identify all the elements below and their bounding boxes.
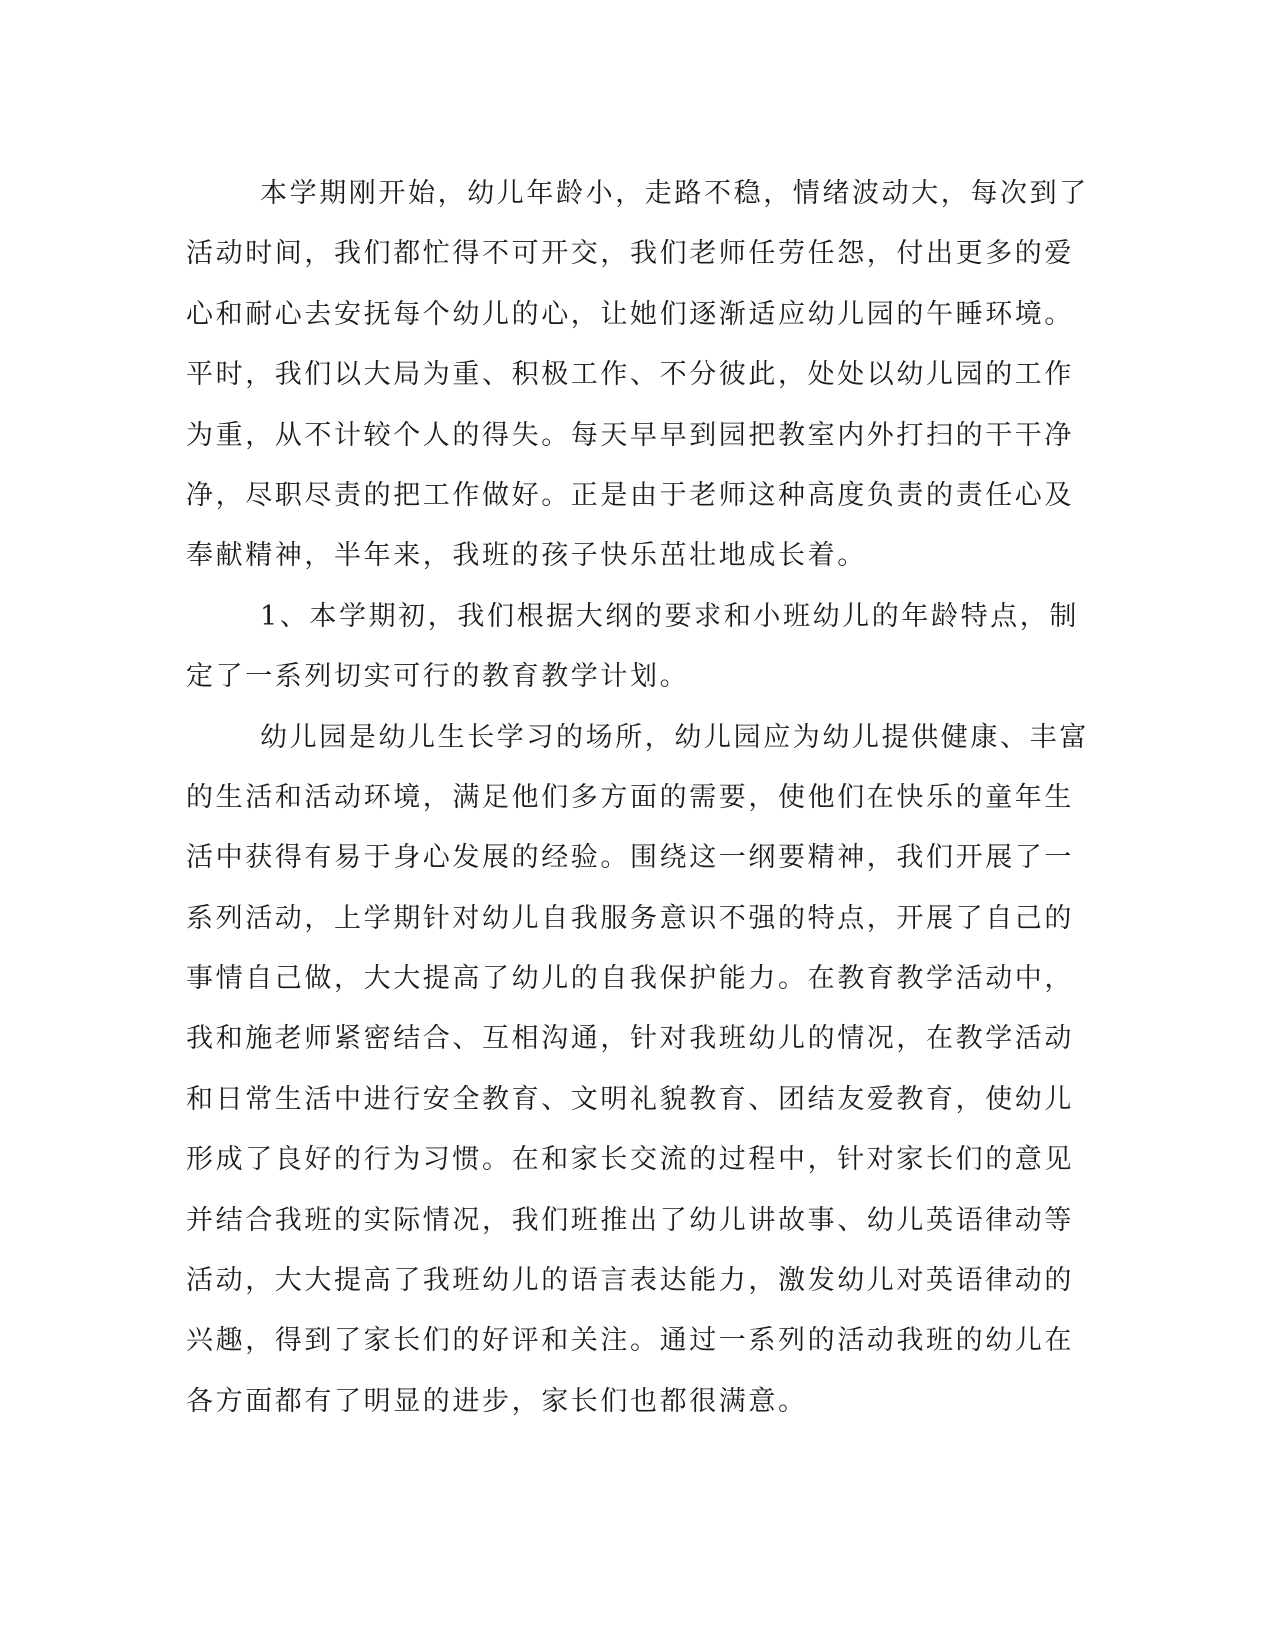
text-line: 系列活动，上学期针对幼儿自我服务意识不强的特点，开展了自己的 bbox=[186, 902, 1074, 934]
text-line: 活动时间，我们都忙得不可开交，我们老师任劳任怨，付出更多的爱 bbox=[186, 238, 1074, 270]
text-line: 本学期刚开始，幼儿年龄小，走路不稳，情绪波动大，每次到了 bbox=[260, 178, 1089, 209]
text-line: 心和耐心去安抚每个幼儿的心，让她们逐渐适应幼儿园的午睡环境。 bbox=[186, 298, 1074, 330]
text-line: 为重，从不计较个人的得失。每天早早到园把教室内外打扫的干干净 bbox=[186, 419, 1074, 451]
text-line: 和日常生活中进行安全教育、文明礼貌教育、团结友爱教育，使幼儿 bbox=[186, 1083, 1074, 1115]
text-line: 定了一系列切实可行的教育教学计划。 bbox=[186, 661, 690, 693]
text-line: 各方面都有了明显的进步，家长们也都很满意。 bbox=[186, 1385, 808, 1417]
text-line: 的生活和活动环境，满足他们多方面的需要，使他们在快乐的童年生 bbox=[186, 781, 1074, 813]
text-line: 平时，我们以大局为重、积极工作、不分彼此，处处以幼儿园的工作 bbox=[186, 359, 1074, 391]
text-line: 1、本学期初，我们根据大纲的要求和小班幼儿的年龄特点，制 bbox=[260, 600, 1079, 632]
text-line: 净，尽职尽责的把工作做好。正是由于老师这种高度负责的责任心及 bbox=[186, 479, 1074, 511]
text-line: 活动，大大提高了我班幼儿的语言表达能力，激发幼儿对英语律动的 bbox=[186, 1265, 1074, 1297]
text-line: 我和施老师紧密结合、互相沟通，针对我班幼儿的情况，在教学活动 bbox=[186, 1023, 1074, 1055]
text-line: 兴趣，得到了家长们的好评和关注。通过一系列的活动我班的幼儿在 bbox=[186, 1325, 1074, 1357]
text-line: 并结合我班的实际情况，我们班推出了幼儿讲故事、幼儿英语律动等 bbox=[186, 1204, 1074, 1236]
text-line: 奉献精神，半年来，我班的孩子快乐茁壮地成长着。 bbox=[186, 540, 867, 572]
text-line: 幼儿园是幼儿生长学习的场所，幼儿园应为幼儿提供健康、丰富 bbox=[260, 721, 1089, 753]
text-line: 形成了良好的行为习惯。在和家长交流的过程中，针对家长们的意见 bbox=[186, 1144, 1074, 1176]
text-line: 事情自己做，大大提高了幼儿的自我保护能力。在教育教学活动中， bbox=[186, 963, 1074, 995]
text-line: 活中获得有易于身心发展的经验。围绕这一纲要精神，我们开展了一 bbox=[186, 842, 1074, 874]
body-text bbox=[186, 164, 1089, 1432]
